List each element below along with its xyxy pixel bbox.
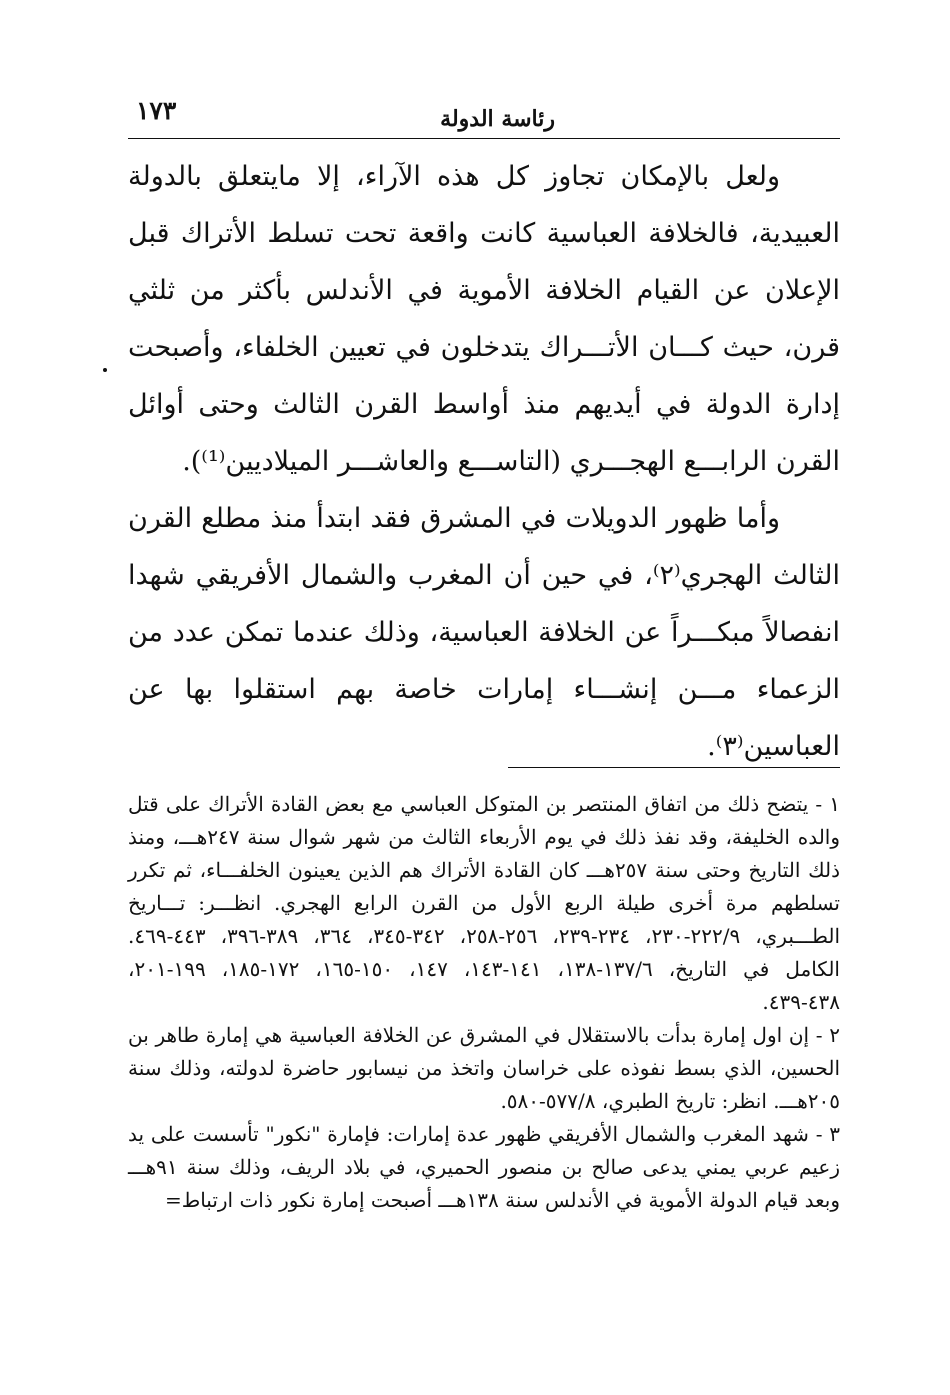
- paragraph-1: ولعل بالإمكان تجاوز كل هذه الآراء، إلا مايتعلق بالدولة العبيدية، فالخلافة العباسية كانت واقعة تحت تسلط الأتراك قبل الإعلان عن القيام الخلافة الأموية في الأندلس بأكثر من ثلثي قرن، حيث كـــان الأتـــراك يتدخلون في تعيين الخلفاء، وأصبحت إدارة الدولة في أيديهم منذ أواسط القرن الثالث وحتى أوائل القرن الرابـــع الهجـــري (التاســـع والعاشـــر الميلاديين⁽¹⁾).: [128, 161, 840, 477]
- paragraph-2: وأما ظهور الدويلات في المشرق فقد ابتدأ منذ مطلع القرن الثالث الهجري⁽٢⁾، في حين أن المغرب والشمال الأفريقي شهدا انفصالاً مبكـــراً عن الخلافة العباسية، وذلك عندما تمكن عدد من الزعماء مـــن إنشـــاء إمارات خاصة بهم استقلوا بها عن العباسين⁽٣⁾.: [128, 503, 840, 762]
- footnotes: [128, 788, 840, 1217]
- margin-dot: [103, 368, 107, 372]
- header-rule: [128, 138, 840, 139]
- running-title: رئاسة الدولة: [440, 106, 555, 132]
- footnote-2: ٢ - إن اول إمارة بدأت بالاستقلال في المشرق عن الخلافة العباسية هي إمارة طاهر بن الحسين، الذي بسط نفوذه على خراسان واتخذ من نيسابور حاضرة لدولته، وذلك سنة ٢٠٥هـــ. انظر: تاريخ الطبري، ٥٧٧/٨-٥٨٠.: [128, 1023, 840, 1113]
- main-text: [128, 148, 840, 775]
- footnote-1: ١ - يتضح ذلك من اتفاق المنتصر بن المتوكل العباسي مع بعض القادة الأتراك على قتل والده الخليفة، وقد نفذ ذلك في يوم الأربعاء الثالث من شهر شوال سنة ٢٤٧هـــ، ومنذ ذلك التاريخ وحتى سنة ٢٥٧هـــ كان القادة الأتراك هم الذين يعينون الخلفـــاء، ثم تكرر تسلطهم مرة أخرى طيلة الربع الأول من القرن الرابع الهجري. انظـــر: تـــاريخ الطـــبري، ٢٢٢/٩-٢٣٠، ٢٣٤-٢٣٩، ٢٥٦-٢٥٨، ٣٤٢-٣٤٥، ٣٦٤، ٣٨٩-٣٩٦، ٤٤٣-٤٦٩. الكامل في التاريخ، ١٣٧/٦-١٣٨، ١٤١-١٤٣، ١٤٧، ١٥٠-١٦٥، ١٧٢-١٨٥، ١٩٩-٢٠١، ٤٣٨-٤٣٩.: [128, 792, 841, 1014]
- footnote-separator: [508, 767, 840, 768]
- page-header: [128, 94, 840, 140]
- page-number: ١٧٣: [136, 96, 177, 125]
- footnote-3: ٣ - شهد المغرب والشمال الأفريقي ظهور عدة إمارات: فإمارة "نكور" تأسست على يد زعيم عربي يمني يدعى صالح بن منصور الحميري، في بلاد الريف، وذلك سنة ٩١هـــ وبعد قيام الدولة الأموية في الأندلس سنة ١٣٨هـــ أصبحت إمارة نكور ذات ارتباط=: [128, 1122, 840, 1212]
